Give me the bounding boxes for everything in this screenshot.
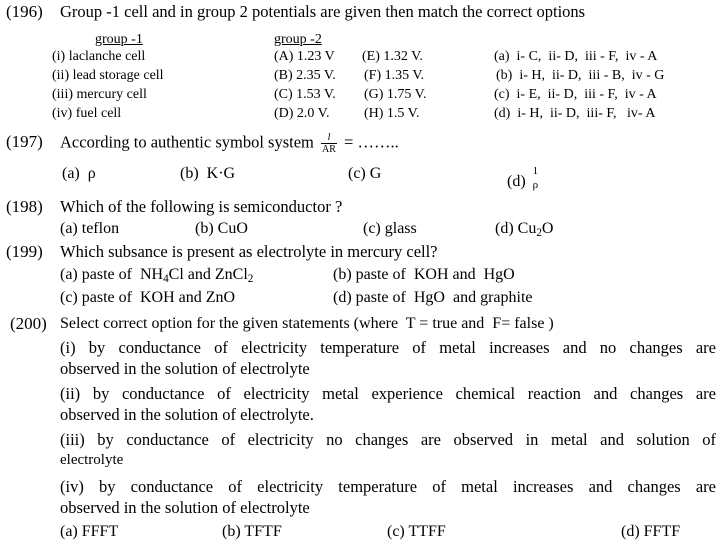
answer-option-c[interactable]: (c) paste of KOH and ZnO (60, 289, 236, 306)
group1-item: (iv) fuel cell (52, 106, 122, 121)
answer-option-d[interactable]: (d) FFTF (621, 523, 681, 540)
answer-option-a[interactable]: (a) ρ (62, 165, 96, 182)
statement-line: observed in the solution of electrolyte (60, 359, 310, 378)
group2-item: (C) 1.53 V. (274, 87, 336, 102)
statement-line: observed in the solution of electrolyte. (60, 405, 314, 424)
group2-item: (A) 1.23 V (274, 49, 335, 64)
question-number: (199) (6, 242, 43, 261)
statement-line: (ii) by conductance of electricity metal experience chemical reaction and changes are (60, 384, 716, 403)
question-number: (196) (6, 2, 43, 21)
question-text: According to authentic symbol system $\frac{l}{AR}$ = …….. (60, 132, 399, 155)
fraction-1-over-rho: 1 ρ (532, 165, 539, 191)
question-number: (198) (6, 197, 43, 216)
answer-option-b[interactable]: (b) i- H, ii- D, iii - B, iv - G (496, 68, 665, 83)
group2-item: (H) 1.5 V. (364, 106, 420, 121)
answer-option-c[interactable]: (c) TTFF (387, 523, 446, 540)
group2-item: (F) 1.35 V. (364, 68, 425, 83)
group2-header: group -2 (274, 32, 322, 47)
question-number: (200) (10, 314, 47, 333)
question-text: Which subsance is present as electrolyte in mercury cell? (60, 242, 438, 261)
group1-item: (i) laclanche cell (52, 49, 146, 64)
group1-header: group -1 (95, 32, 143, 47)
question-text: Which of the following is semiconductor ? (60, 197, 343, 216)
answer-option-b[interactable]: (b) paste of KOH and HgO (333, 266, 515, 283)
fraction-l-over-ar: $\frac{l}{AR}$ (322, 132, 336, 155)
answer-option-d[interactable]: (d) paste of HgO and graphite (333, 289, 533, 306)
answer-option-c[interactable]: (c) i- E, ii- D, iii - F, iv - A (494, 87, 657, 102)
answer-option-a[interactable]: (a) i- C, ii- D, iii - F, iv - A (494, 49, 658, 64)
question-text: Select correct option for the given statements (where T = true and F= false ) (60, 315, 554, 332)
statement-line: (iv) by conductance of electricity temperature of metal increases and changes are (60, 477, 716, 496)
answer-option-d[interactable]: (d) 1 ρ (507, 165, 539, 191)
group2-item: (B) 2.35 V. (274, 68, 336, 83)
answer-option-c[interactable]: (c) G (348, 165, 382, 182)
question-text: Group -1 cell and in group 2 potentials are given then match the correct options (60, 2, 586, 21)
answer-option-b[interactable]: (b) CuO (195, 220, 248, 237)
statement-line: (iii) by conductance of electricity no changes are observed in metal and solution of (60, 430, 716, 449)
answer-option-a[interactable]: (a) paste of $NH_4Cl$ and ZnCl$_2$ (60, 266, 254, 285)
group1-item: (ii) lead storage cell (52, 68, 164, 83)
statement-line: (i) by conductance of electricity temperature of metal increases and no changes are (60, 338, 716, 357)
answer-option-c[interactable]: (c) glass (363, 220, 417, 237)
group2-item: (G) 1.75 V. (364, 87, 427, 102)
group1-item: (iii) mercury cell (52, 87, 147, 102)
question-number: (197) (6, 132, 43, 151)
answer-option-a[interactable]: (a) teflon (60, 220, 120, 237)
group2-item: (D) 2.0 V. (274, 106, 330, 121)
statement-line: observed in the solution of electrolyte (60, 498, 310, 517)
answer-option-d[interactable]: (d) i- H, ii- D, iii- F, iv- A (494, 106, 656, 121)
answer-option-b[interactable]: (b) K·G (180, 165, 236, 182)
answer-option-a[interactable]: (a) FFFT (60, 523, 119, 540)
answer-option-d[interactable]: (d) $Cu_2O$ (495, 220, 554, 239)
group2-item: (E) 1.32 V. (362, 49, 423, 64)
answer-option-b[interactable]: (b) TFTF (222, 523, 282, 540)
statement-line: electrolyte (60, 452, 124, 468)
